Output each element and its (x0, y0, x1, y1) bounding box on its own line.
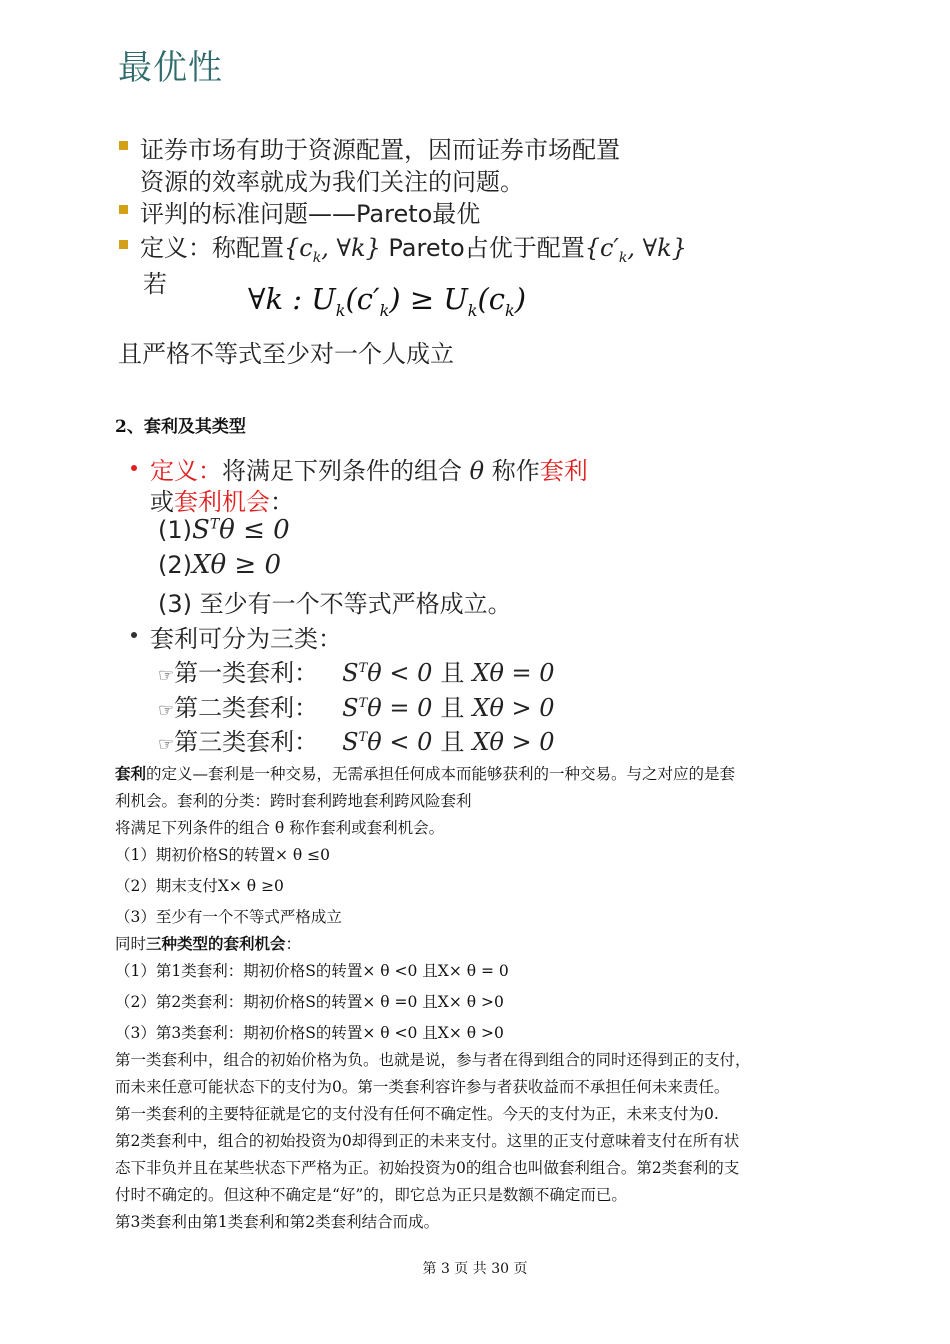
condition-1-math (192, 515, 290, 545)
type-s: S (342, 728, 359, 756)
body-explain-5: 态下非负并且在某些状态下严格为正。初始投资为0的组合也叫做套利组合。第2类套利的支 (115, 1159, 740, 1177)
arbitrage-type-condition (342, 728, 432, 756)
arbitrage-type-3 (158, 722, 555, 757)
type-sup: T (358, 696, 368, 711)
and-word: 且 (440, 728, 465, 756)
body-line-1 (115, 762, 735, 784)
theta-symbol: θ (469, 457, 485, 485)
definition-mid: Pareto占优于配置 (380, 234, 585, 262)
type-sup: T (358, 661, 368, 676)
bullet-3-definition (140, 228, 687, 266)
body-explain-3: 第一类套利的主要特征就是它的支付没有任何不确定性。今天的支付为正，未来支付为0. (115, 1105, 719, 1123)
type-payoff-condition: Xθ > 0 (472, 694, 555, 722)
arbitrage-type-label: 第一类套利： (174, 659, 319, 687)
set-2-sub: k (618, 249, 628, 266)
dot-bullet-icon (131, 632, 137, 638)
body-explain-7: 第3类套利由第1类套利和第2类套利结合而成。 (115, 1213, 440, 1231)
condition-1-number: (1) (158, 516, 192, 544)
type-price-condition: θ < 0 (367, 728, 433, 756)
formula-end: ) (514, 282, 527, 316)
type-s: S (342, 694, 359, 722)
pointing-hand-icon: ☞ (158, 665, 175, 686)
body-explain-1: 第一类套利中，组合的初始价格为负。也就是说，参与者在得到组合的同时还得到正的支付， (115, 1051, 751, 1069)
bullet-2: 评判的标准问题——Pareto最优 (140, 200, 481, 228)
type-sup: T (358, 730, 368, 745)
arbitrage-type-2 (158, 688, 555, 723)
red-dot-bullet-icon (131, 465, 137, 471)
formula-sub-3: k (467, 300, 478, 320)
definition-arbitrage-opportunity: 套利机会 (174, 488, 270, 516)
set-1-main: {c (284, 234, 313, 262)
type-price-condition: θ = 0 (367, 694, 433, 722)
definition-colon: ： (270, 488, 294, 516)
definition-label: 定义： (150, 457, 222, 485)
arbitrage-type-condition (342, 659, 432, 687)
condition-1 (158, 515, 290, 545)
and-word: 且 (440, 659, 465, 687)
formula-part-4: (c (477, 282, 506, 316)
pointing-hand-icon: ☞ (158, 700, 175, 721)
type-s: S (342, 659, 359, 687)
set-1 (284, 234, 381, 266)
strict-inequality-text: 且严格不等式至少对一个人成立 (118, 340, 454, 368)
body-condition-3: （3）至少有一个不等式严格成立 (115, 908, 342, 926)
condition-1-s: S (192, 515, 210, 545)
square-bullet-icon (119, 141, 128, 150)
definition-text-1: 将满足下列条件的组合 (222, 457, 470, 485)
section-heading: 2、套利及其类型 (115, 417, 246, 437)
type-payoff-condition: Xθ = 0 (472, 659, 555, 687)
condition-3: (3) 至少有一个不等式严格成立。 (158, 590, 512, 618)
body-explain-4: 第2类套利中，组合的初始投资为0却得到正的未来支付。这里的正支付意味着支付在所有状 (115, 1132, 740, 1150)
definition-text-2: 称作 (484, 457, 540, 485)
definition-or: 或 (150, 488, 174, 516)
formula-sub-1: k (335, 300, 346, 320)
formula-sub-4: k (505, 300, 515, 320)
three-types-bold: 三种类型的套利机会 (146, 934, 286, 953)
arbitrage-definition-line-2 (150, 482, 294, 517)
pareto-formula (248, 282, 526, 320)
condition-1-rest: θ ≤ 0 (219, 515, 290, 545)
body-condition-1: （1）期初价格S的转置× θ ≤0 (115, 846, 331, 864)
bullet-1-line-2: 资源的效率就成为我们关注的问题。 (140, 168, 524, 196)
set-2-main: {c′ (584, 234, 619, 262)
body-condition-2: （2）期末支付X× θ ≥0 (115, 877, 284, 895)
body-type-2: （2）第2类套利：期初价格S的转置× θ =0 且X× θ >0 (115, 993, 504, 1011)
body-explain-6: 付时不确定的。但这种不确定是“好”的，即它总为正只是数额不确定而已。 (115, 1186, 627, 1204)
condition-2-number: (2) (158, 551, 192, 579)
body-three-types-heading (115, 932, 301, 954)
arbitrage-type-1 (158, 653, 555, 688)
arbitrage-definition-line-1 (150, 451, 588, 486)
body-line-2: 利机会。套利的分类：跨时套利跨地套利跨风险套利 (115, 792, 472, 810)
three-types-colon: ： (285, 935, 302, 953)
square-bullet-icon (119, 240, 128, 249)
definition-prefix: 定义：称配置 (140, 234, 284, 262)
condition-2 (158, 550, 281, 580)
bullet-1-line-1: 证券市场有助于资源配置，因而证券市场配置 (140, 136, 620, 164)
body-line-1-rest: 的定义—套利是一种交易，无需承担任何成本而能够获利的一种交易。与之对应的是套 (146, 765, 736, 783)
type-payoff-condition: Xθ > 0 (472, 728, 555, 756)
slide-title: 最优性 (118, 48, 223, 88)
formula-part-1: ∀k : U (248, 282, 336, 316)
three-types-pre: 同时 (115, 935, 147, 953)
body-line-3: 将满足下列条件的组合 θ 称作套利或套利机会。 (115, 819, 445, 837)
set-2 (584, 234, 687, 266)
page-footer: 第 3 页 共 30 页 (422, 1261, 528, 1277)
pointing-hand-icon: ☞ (158, 734, 175, 755)
formula-part-2: (c′ (345, 282, 380, 316)
if-word: 若 (143, 270, 167, 298)
formula-part-3: ) ≥ U (389, 282, 468, 316)
type-price-condition: θ < 0 (367, 659, 433, 687)
body-type-3: （3）第3类套利：期初价格S的转置× θ <0 且X× θ >0 (115, 1024, 504, 1042)
set-2-rest: , ∀k} (627, 234, 687, 262)
arbitrage-type-condition (342, 694, 432, 722)
condition-1-sup: T (209, 516, 220, 533)
definition-arbitrage: 套利 (539, 457, 588, 485)
square-bullet-icon (119, 205, 128, 214)
body-explain-2: 而未来任意可能状态下的支付为0。第一类套利容许参与者获收益而不承担任何未来责任。 (115, 1078, 730, 1096)
body-type-1: （1）第1类套利：期初价格S的转置× θ <0 且X× θ = 0 (115, 962, 509, 980)
set-1-rest: , ∀k} (321, 234, 381, 262)
types-title: 套利可分为三类： (150, 625, 342, 653)
arbitrage-type-label: 第三类套利： (174, 728, 319, 756)
body-arbitrage-bold: 套利 (115, 764, 147, 783)
condition-2-math: Xθ ≥ 0 (192, 550, 282, 580)
set-1-sub: k (312, 249, 322, 266)
arbitrage-type-label: 第二类套利： (174, 694, 319, 722)
formula-sub-2: k (379, 300, 390, 320)
and-word: 且 (440, 694, 465, 722)
